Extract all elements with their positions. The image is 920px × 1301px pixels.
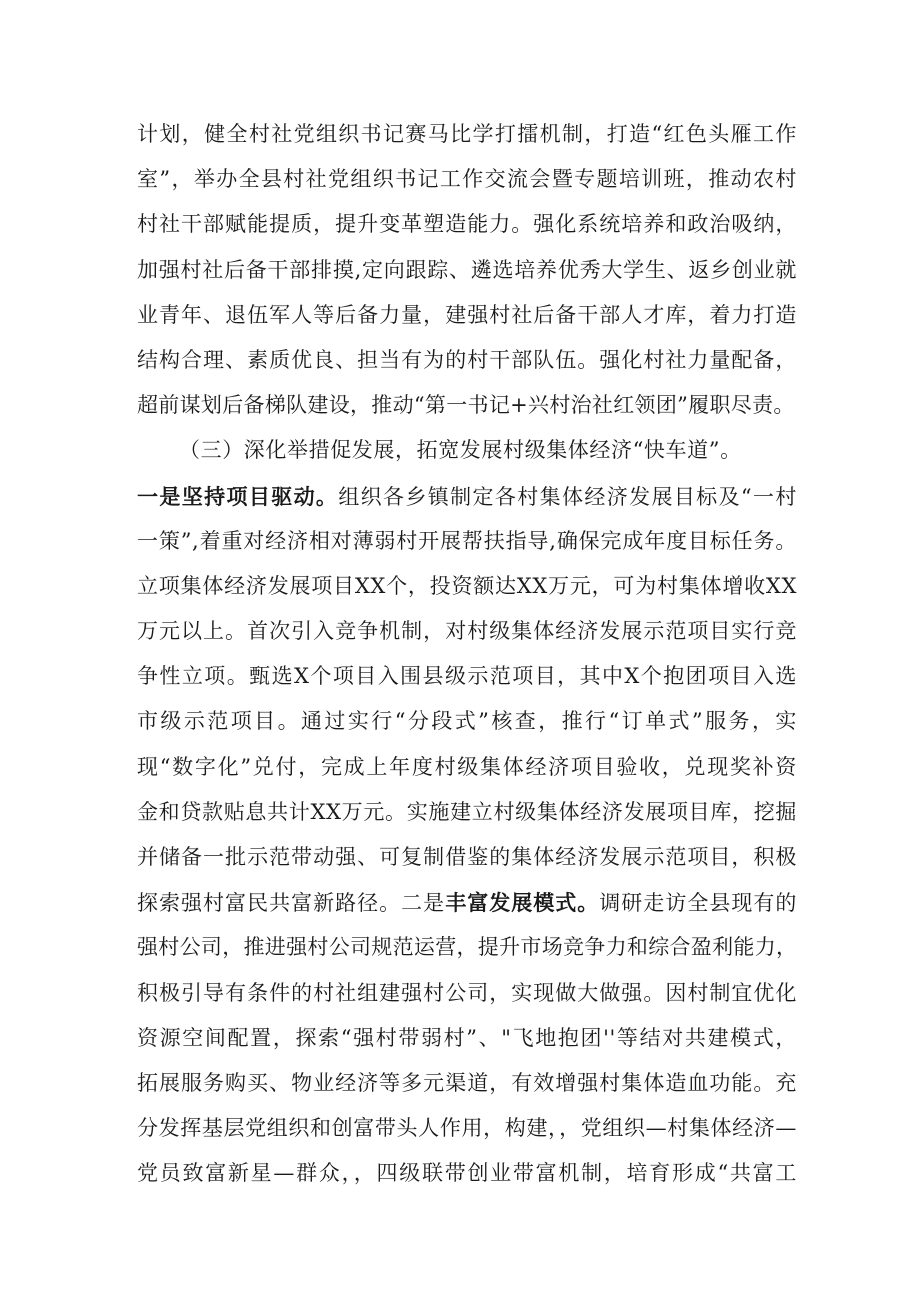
- text-segment: （三）深化举措促发展，拓宽发展村级集体经济“快车道”。: [179, 438, 742, 463]
- text-segment: 资源空间配置，探索“强村带弱村”、"飞地抱团''等结对共建模式，: [137, 1025, 797, 1050]
- text-segment: 业青年、退伍军人等后备力量，建强村社后备干部人才库，着力打造: [137, 302, 797, 327]
- text-line: [137, 835, 797, 880]
- text-segment: 市级示范项目。通过实行“分段式”核查，推行“订单式”服务，实: [137, 709, 797, 734]
- text-segment: 村社干部赋能提质，提升变革塑造能力。强化系统培养和政治吸纳，: [137, 212, 797, 237]
- text-line: [137, 790, 797, 835]
- bold-lead-phrase: 一是坚持项目驱动。: [137, 483, 339, 509]
- text-segment: 拓展服务购买、物业经济等多元渠道，有效增强村集体造血功能。充: [137, 1070, 797, 1095]
- text-segment: 并储备一批示范带动强、可复制借鉴的集体经济发展示范项目，积极: [137, 845, 797, 869]
- text-segment: 争性立项。甄选X个项目入围县级示范项目，其中X个抱团项目入选: [137, 664, 797, 689]
- text-line: [137, 1151, 797, 1196]
- text-segment: 立项集体经济发展项目XX个，投资额达XX万元，可为村集体增收XX: [137, 573, 797, 598]
- text-line: [137, 1061, 797, 1106]
- text-line: [137, 248, 797, 293]
- text-segment: 组织各乡镇制定各村集体经济发展目标及“一村: [338, 484, 797, 509]
- document-body: [137, 112, 797, 1197]
- text-segment: 加强村社后备干部排摸,定向跟踪、遴选培养优秀大学生、返乡创业就: [137, 257, 797, 282]
- text-segment: 结构合理、素质优良、担当有为的村干部队伍。强化村社力量配备，: [137, 347, 797, 372]
- text-line: [137, 925, 797, 970]
- section-heading-line: [137, 428, 797, 473]
- text-segment: 计划，健全村社党组织书记赛马比学打擂机制，打造“红色头雁工作: [137, 122, 797, 146]
- text-segment: 积极引导有条件的村社组建强村公司，实现做大做强。因村制宜优化: [137, 980, 797, 1005]
- text-line: [137, 112, 797, 157]
- text-segment: 万元以上。首次引入竞争机制，对村级集体经济发展示范项目实行竞: [137, 619, 797, 644]
- text-line: [137, 880, 797, 925]
- text-line: [137, 699, 797, 744]
- text-line: [137, 1016, 797, 1061]
- text-segment: 探索强村富民共富新路径。二是: [137, 891, 446, 916]
- bold-lead-phrase: 丰富发展模式。: [445, 890, 600, 916]
- text-line: [137, 1106, 797, 1151]
- text-line: [137, 474, 797, 519]
- text-segment: 室”，举办全县村社党组织书记工作交流会暨专题培训班，推动农村: [137, 167, 797, 192]
- text-segment: 党员致富新星—群众，，四级联带创业带富机制，培育形成“共富工: [137, 1161, 797, 1186]
- text-line: [137, 383, 797, 428]
- text-segment: 金和贷款贴息共计XX万元。实施建立村级集体经济发展项目库，挖掘: [137, 799, 797, 824]
- text-line: [137, 745, 797, 790]
- text-segment: 调研走访全县现有的: [599, 891, 797, 916]
- text-segment: 一策”,着重对经济相对薄弱村开展帮扶指导,确保完成年度目标任务。: [137, 528, 797, 553]
- text-line: [137, 971, 797, 1016]
- text-line: [137, 519, 797, 564]
- text-segment: 强村公司，推进强村公司规范运营，提升市场竞争力和综合盈利能力，: [137, 935, 798, 960]
- text-line: [137, 157, 797, 202]
- text-line: [137, 564, 797, 609]
- text-line: [137, 293, 797, 338]
- text-line: [137, 202, 797, 247]
- text-segment: 现“数字化”兑付，完成上年度村级集体经济项目验收，兑现奖补资: [137, 754, 797, 779]
- text-line: [137, 338, 797, 383]
- text-line: [137, 654, 797, 699]
- text-line: [137, 609, 797, 654]
- text-segment: 分发挥基层党组织和创富带头人作用，构建，，党组织—村集体经济—: [137, 1116, 797, 1141]
- text-segment: 超前谋划后备梯队建设，推动“第一书记+兴村治社红领团”履职尽责。: [137, 393, 795, 418]
